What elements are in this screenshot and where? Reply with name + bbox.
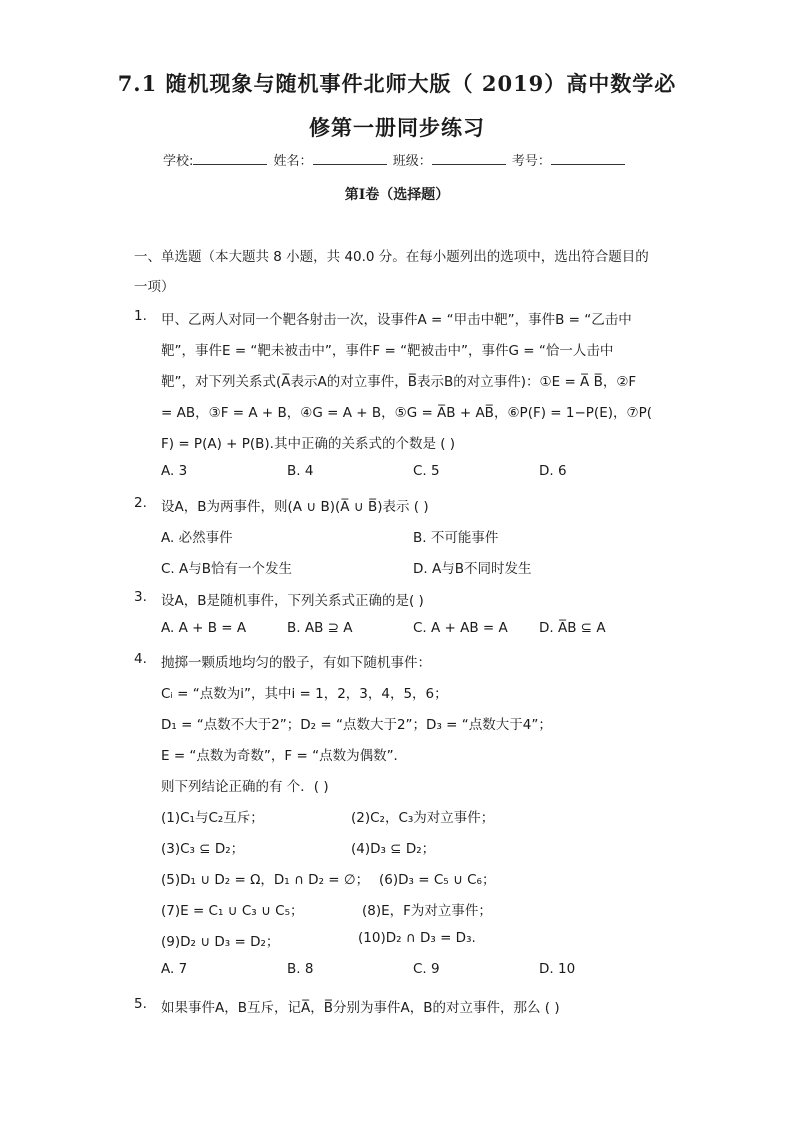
option-c[interactable]: C. A与B恰有一个发生 <box>161 561 293 577</box>
section-header-line2: 一项） <box>134 279 175 295</box>
statement-item: (6)D₃ = C₅ ∪ C₆； <box>379 872 496 888</box>
option-d[interactable]: D. 10 <box>539 961 576 977</box>
option-d[interactable]: D. 6 <box>539 463 567 479</box>
statement-item: (2)C₂，C₃为对立事件； <box>351 810 495 826</box>
question-text-line: 靶”，事件E = “靶未被击中”，事件F = “靶被击中”，事件G = “恰一人击中 <box>161 343 614 359</box>
statement-item: (10)D₂ ∩ D₃ = D₃. <box>358 930 476 946</box>
exam-no-blank <box>551 152 625 165</box>
school-label: 学校: <box>163 154 194 169</box>
option-a[interactable]: A. 3 <box>161 463 188 479</box>
option-a[interactable]: A. A + B = A <box>161 620 247 636</box>
question-text-line: 抛掷一颗质地均匀的骰子，有如下随机事件： <box>161 655 431 671</box>
question-number: 5. <box>134 996 147 1012</box>
question-number: 1. <box>134 308 147 324</box>
statement-item: (3)C₃ ⊆ D₂； <box>161 841 245 857</box>
question-text-line: 设A，B为两事件，则(A ∪ B)(A̅ ∪ B̅)表示 ( ) <box>161 499 429 515</box>
option-b[interactable]: B. 4 <box>287 463 314 479</box>
statement-item: (9)D₂ ∪ D₃ = D₂； <box>161 934 280 950</box>
document-title-line1: 7.1 随机现象与随机事件北师大版（ 2019）高中数学必 <box>117 71 677 96</box>
option-b[interactable]: B. AB ⊇ A <box>287 620 353 636</box>
question-text-line: = AB，③F = A + B，④G = A + B，⑤G = A̅B + AB̅，⑥P(F) = 1−P(E)，⑦P( <box>161 405 652 421</box>
option-c[interactable]: C. 5 <box>413 463 440 479</box>
option-b[interactable]: B. 8 <box>287 961 314 977</box>
option-b[interactable]: B. 不可能事件 <box>413 530 499 546</box>
question-text-line: 甲、乙两人对同一个靶各射击一次，设事件A = “甲击中靶”，事件B = “乙击中 <box>161 312 632 328</box>
question-text-line: 靶”，对下列关系式(A̅表示A的对立事件，B̅表示B的对立事件)：①E = A̅ B̅，②F <box>161 374 637 390</box>
student-info-line <box>163 150 627 169</box>
name-label: 姓名： <box>273 154 313 169</box>
document-title-line2: 修第一册同步练习 <box>309 115 485 140</box>
section-header-line1: 一、单选题（本大题共 8 小题，共 40.0 分。在每小题列出的选项中，选出符合题目的 <box>134 249 649 265</box>
question-number: 2. <box>134 495 147 511</box>
school-blank <box>193 152 267 165</box>
question-text-line: E = “点数为奇数”，F = “点数为偶数”． <box>161 748 408 764</box>
statement-item: (1)C₁与C₂互斥； <box>161 810 264 826</box>
question-text-line: 则下列结论正确的有 个．( ) <box>161 779 329 795</box>
class-blank <box>432 152 506 165</box>
question-text-line: F) = P(A) + P(B).其中正确的关系式的个数是 ( ) <box>161 436 456 452</box>
statement-item: (7)E = C₁ ∪ C₃ ∪ C₅； <box>161 903 304 919</box>
option-d[interactable]: D. A̅B ⊆ A <box>539 620 606 636</box>
name-blank <box>313 152 387 165</box>
question-text-line: 设A，B是随机事件，下列关系式正确的是( ) <box>161 593 424 609</box>
option-c[interactable]: C. 9 <box>413 961 440 977</box>
statement-item: (8)E，F为对立事件； <box>362 903 492 919</box>
statement-item: (5)D₁ ∪ D₂ = Ω，D₁ ∩ D₂ = ∅； <box>161 872 370 888</box>
question-text-line: Cᵢ = “点数为i”，其中i = 1，2，3，4，5，6； <box>161 686 448 702</box>
option-d[interactable]: D. A与B不同时发生 <box>413 561 532 577</box>
question-number: 4. <box>134 651 147 667</box>
question-text-line: D₁ = “点数不大于2”；D₂ = “点数大于2”；D₃ = “点数大于4”； <box>161 717 552 733</box>
option-a[interactable]: A. 7 <box>161 961 188 977</box>
option-c[interactable]: C. A + AB = A <box>413 620 508 636</box>
question-text-line: 如果事件A，B互斥，记A̅，B̅分别为事件A，B的对立事件，那么 ( ) <box>161 1000 560 1016</box>
class-label: 班级： <box>392 154 432 169</box>
statement-item: (4)D₃ ⊆ D₂； <box>351 841 436 857</box>
exam-no-label: 考号： <box>511 154 551 169</box>
question-number: 3. <box>134 589 147 605</box>
volume-title: 第I卷（选择题） <box>344 187 450 203</box>
option-a[interactable]: A. 必然事件 <box>161 530 233 546</box>
